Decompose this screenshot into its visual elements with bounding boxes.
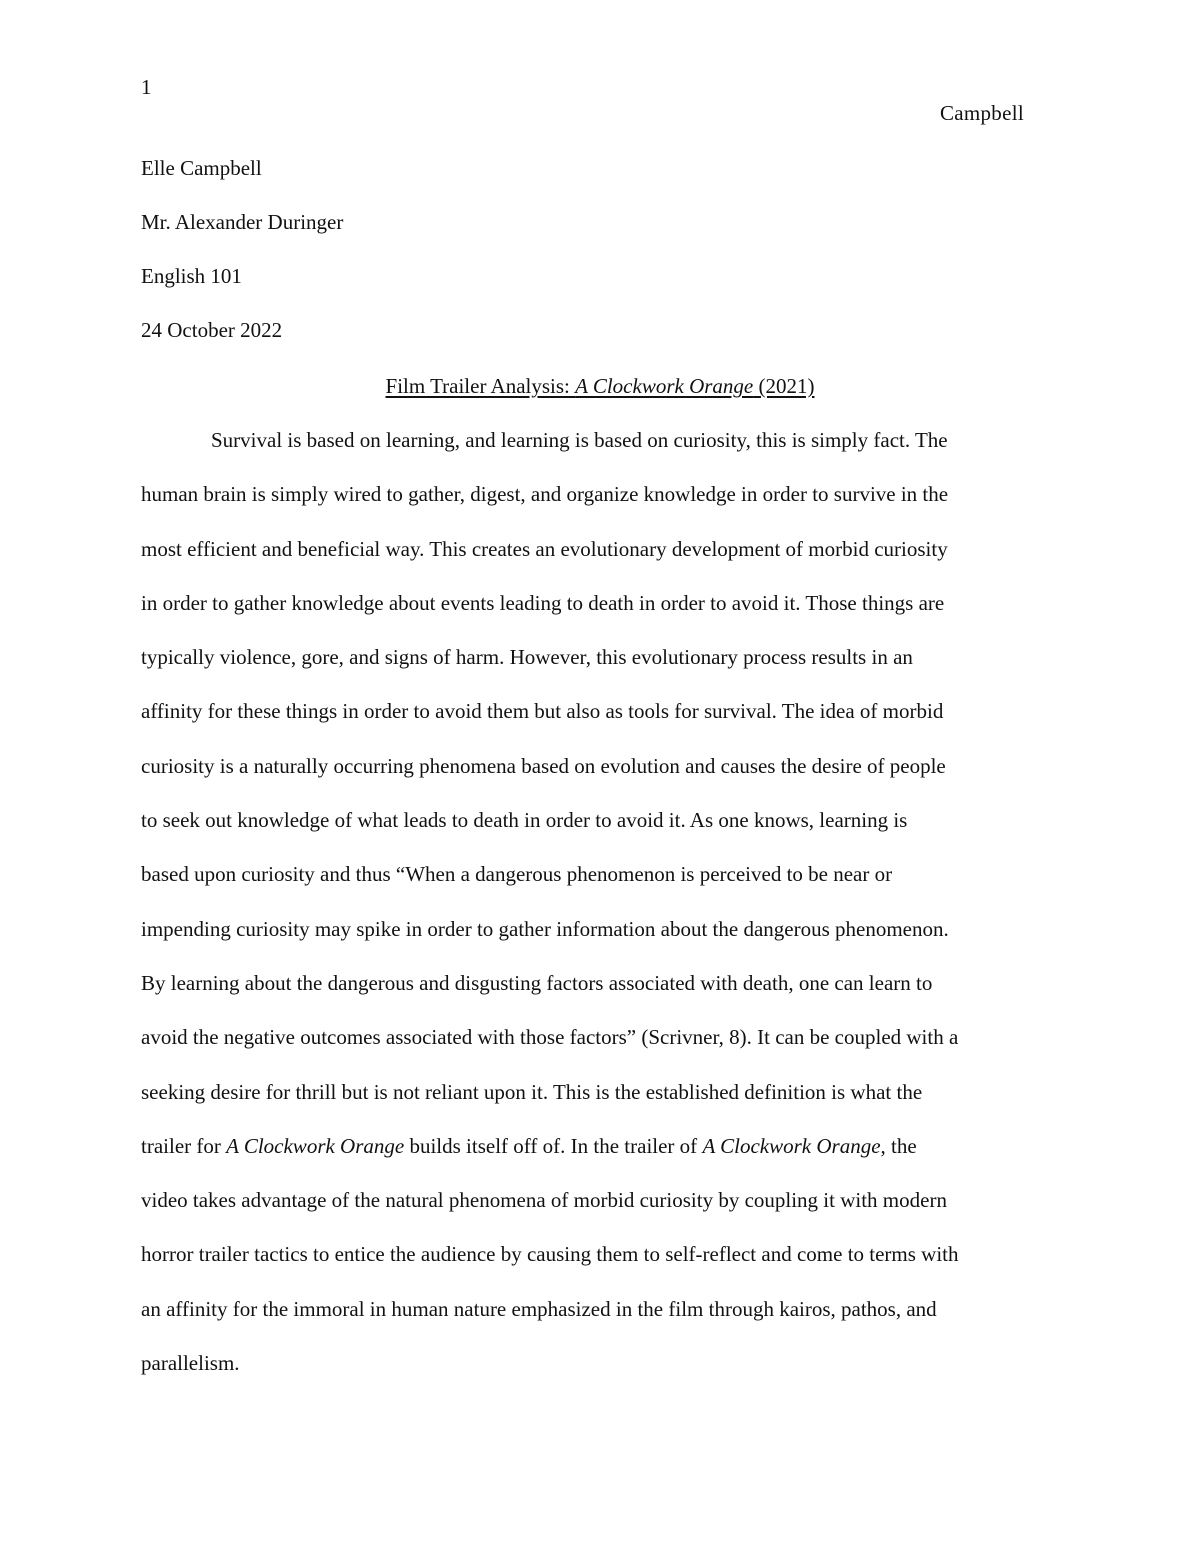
page-number: 1	[141, 75, 152, 99]
date: 24 October 2022	[141, 318, 283, 342]
paragraph-line: most efficient and beneficial way. This creates an evolutionary development of morbid curiosity	[141, 536, 948, 561]
line-text: builds itself off of. In the trailer of	[404, 1133, 703, 1158]
paragraph-line	[141, 1133, 1059, 1187]
paragraph-line: horror trailer tactics to entice the audience by causing them to self-reflect and come to terms with	[141, 1242, 959, 1267]
running-head: Campbell	[939, 101, 1024, 125]
paragraph-line: impending curiosity may spike in order to gather information about the dangerous phenomenon.	[141, 916, 949, 941]
paragraph-line: Survival is based on learning, and learning is based on curiosity, this is simply fact. The	[211, 428, 948, 452]
title-film: A Clockwork Orange	[575, 374, 754, 398]
mla-heading	[141, 155, 343, 371]
title-prefix: Film Trailer Analysis:	[385, 374, 576, 398]
paragraph-line: in order to gather knowledge about events leading to death in order to avoid it. Those things are	[141, 590, 945, 615]
paragraph-line: based upon curiosity and thus “When a dangerous phenomenon is perceived to be near or	[141, 862, 893, 887]
film-title-italic: A Clockwork Orange	[226, 1133, 405, 1158]
title-suffix: (2021)	[753, 374, 815, 398]
course-name: English 101	[141, 264, 242, 288]
paragraph-line: curiosity is a naturally occurring phenomena based on evolution and causes the desire of people	[141, 753, 946, 778]
line-text: trailer for	[141, 1133, 227, 1158]
paragraph-line: seeking desire for thrill but is not reliant upon it. This is the established definition is what the	[141, 1079, 923, 1104]
paragraph-line: By learning about the dangerous and disgusting factors associated with death, one can learn to	[141, 970, 933, 995]
paragraph-line: video takes advantage of the natural phenomena of morbid curiosity by coupling it with modern	[141, 1188, 947, 1213]
paragraph-line: parallelism.	[141, 1351, 240, 1376]
body-paragraph	[141, 427, 1059, 1404]
film-title-italic: A Clockwork Orange	[702, 1133, 881, 1158]
paragraph-line: to seek out knowledge of what leads to death in order to avoid it. As one knows, learning is	[141, 808, 908, 833]
student-name: Elle Campbell	[141, 156, 262, 180]
paragraph-line: avoid the negative outcomes associated with those factors” (Scrivner, 8). It can be coupled with a	[141, 1025, 959, 1050]
essay-title	[141, 373, 1059, 399]
essay-title-text	[386, 374, 815, 398]
paragraph-line: affinity for these things in order to avoid them but also as tools for survival. The idea of morbid	[141, 699, 944, 724]
instructor-name: Mr. Alexander Duringer	[141, 210, 344, 234]
paragraph-line: typically violence, gore, and signs of harm. However, this evolutionary process results in an	[141, 645, 913, 670]
paragraph-line: human brain is simply wired to gather, digest, and organize knowledge in order to survive in the	[141, 482, 949, 507]
line-text: , the	[880, 1133, 917, 1158]
paragraph-line: an affinity for the immoral in human nature emphasized in the film through kairos, pathos, and	[141, 1296, 937, 1321]
